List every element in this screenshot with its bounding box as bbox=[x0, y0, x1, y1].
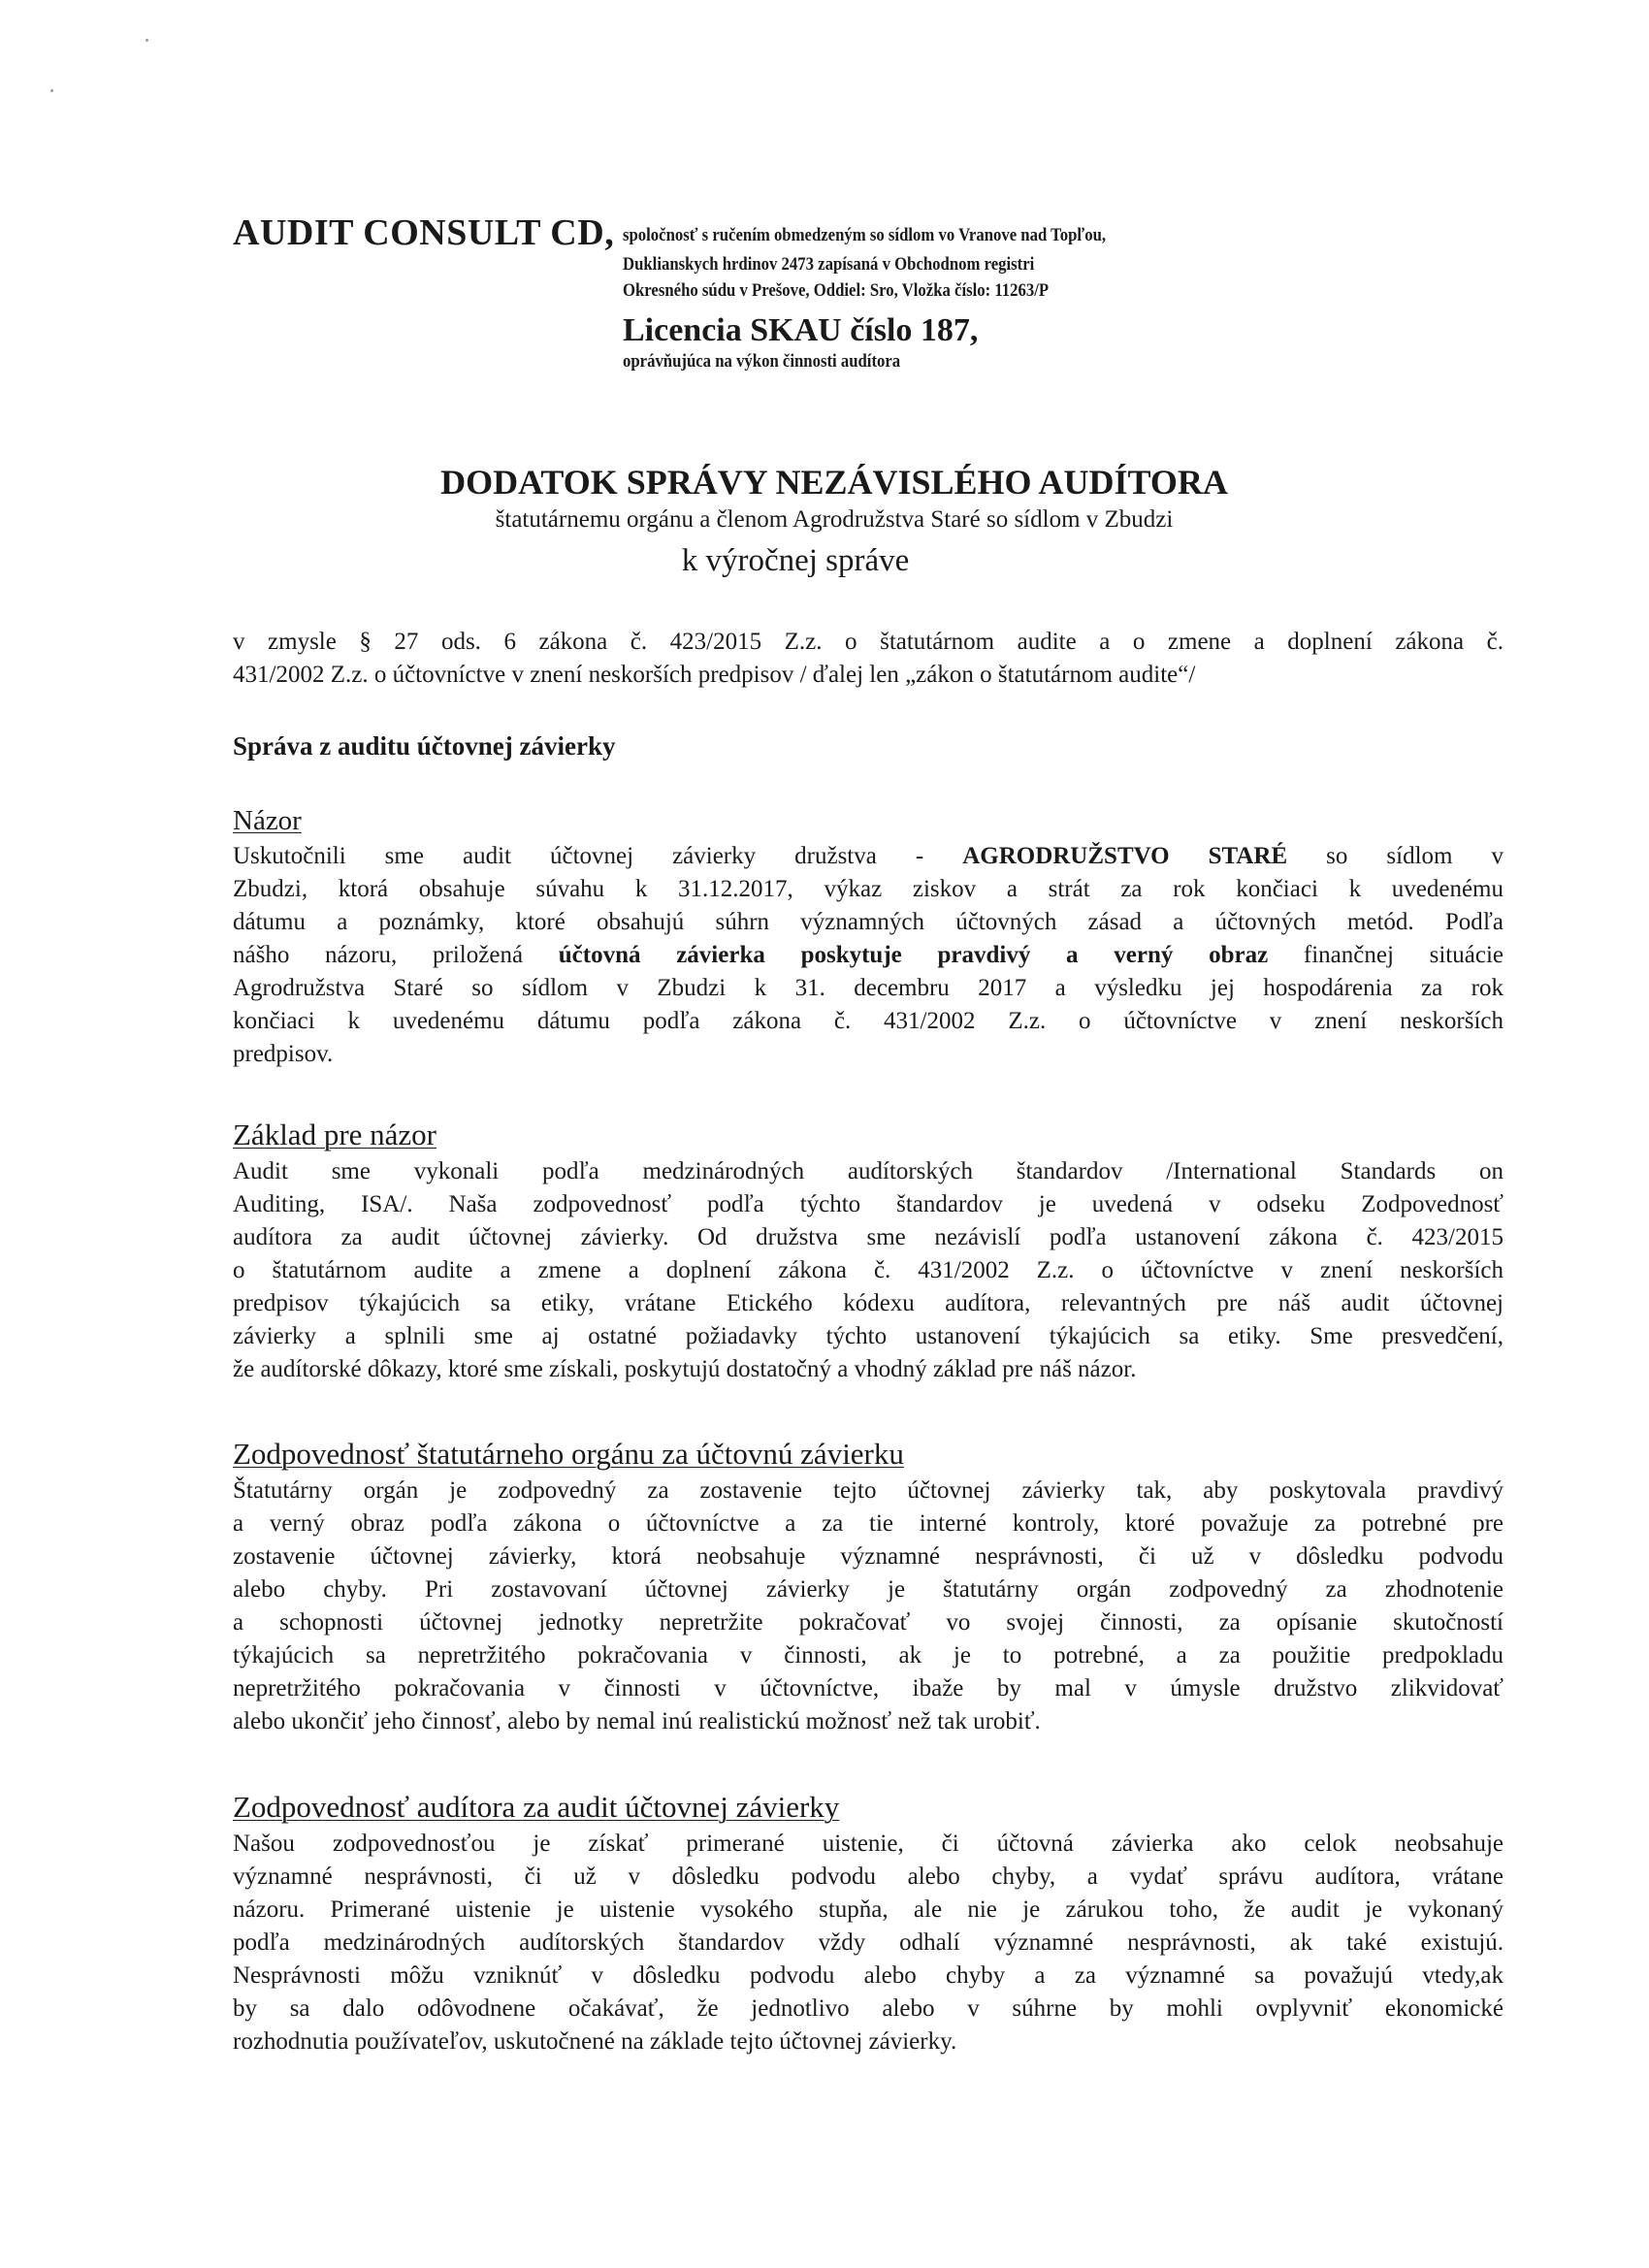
text-run: by sa dalo odôvodnene očakávať, že jednotlivo alebo v súhrne by mohli ovplyvniť ekonomické bbox=[233, 1995, 1504, 2022]
text-line bbox=[233, 1606, 1504, 1639]
text-run: finančnej situácie bbox=[1268, 942, 1504, 968]
text-line bbox=[233, 1254, 1504, 1287]
section-heading-basis: Základ pre názor bbox=[233, 1118, 436, 1151]
text-run: Nesprávnosti môžu vzniknúť v dôsledku podvodu alebo chyby a za významné sa považujú vtedy,ak bbox=[233, 1962, 1504, 1989]
text-line bbox=[233, 1155, 1504, 1188]
text-run: predpisov. bbox=[233, 1041, 334, 1067]
document-title: DODATOK SPRÁVY NEZÁVISLÉHO AUDÍTORA bbox=[440, 463, 1228, 502]
text-run: v zmysle § 27 ods. 6 zákona č. 423/2015 Z.z. o štatutárnom audite a o zmene a doplnení zákona č. bbox=[233, 629, 1504, 655]
text-run: Štatutárny orgán je zodpovedný za zostavenie tejto účtovnej závierky tak, aby poskytovala pravdivý bbox=[233, 1477, 1504, 1504]
text-run: závierky a splnili sme aj ostatné požiadavky týchto ustanovení týkajúcich sa etiky. Sme presvedčení, bbox=[233, 1323, 1504, 1349]
company-info-line: Duklianskych hrdinov 2473 zapísaná v Obchodnom registri bbox=[623, 254, 1035, 275]
text-run: rozhodnutia používateľov, uskutočnené na základe tejto účtovnej závierky. bbox=[233, 2028, 957, 2055]
text-line bbox=[233, 1894, 1504, 1927]
text-line bbox=[233, 1287, 1504, 1320]
text-line bbox=[233, 1474, 1504, 1507]
legal-basis bbox=[233, 626, 1504, 692]
text-line bbox=[233, 1507, 1504, 1540]
addressee: štatutárnemu orgánu a členom Agrodružstva Staré so sídlom v Zbudzi bbox=[495, 506, 1174, 533]
text-line bbox=[233, 1221, 1504, 1254]
text-line bbox=[233, 1672, 1504, 1705]
text-run: Agrodružstva Staré so sídlom v Zbudzi k 31. decembru 2017 a výsledku jej hospodárenia za rok bbox=[233, 975, 1504, 1001]
text-run: názoru. Primerané uistenie je uistenie vysokého stupňa, ale nie je zárukou toho, že audit je vykonaný bbox=[233, 1896, 1504, 1923]
text-run: zostavenie účtovnej závierky, ktorá neobsahuje významné nesprávnosti, či už v dôsledku podvodu bbox=[233, 1543, 1504, 1570]
scan-speck bbox=[146, 39, 148, 42]
text-line bbox=[233, 1639, 1504, 1672]
text-line bbox=[233, 972, 1504, 1005]
text-run: alebo chyby. Pri zostavovaní účtovnej závierky je štatutárny orgán zodpovedný za zhodnotenie bbox=[233, 1576, 1504, 1603]
text-line bbox=[233, 1828, 1504, 1861]
license-number: Licencia SKAU číslo 187, bbox=[623, 312, 979, 348]
text-line bbox=[233, 1005, 1504, 1038]
text-line bbox=[233, 1353, 1504, 1386]
license-note: oprávňujúca na výkon činnosti audítora bbox=[623, 351, 901, 372]
text-line bbox=[233, 1861, 1504, 1894]
text-line bbox=[233, 626, 1504, 659]
text-run: Zbudzi, ktorá obsahuje súvahu k 31.12.2017, výkaz ziskov a strát za rok končiaci k uvedenému bbox=[233, 876, 1504, 902]
text-run: nášho názoru, priložená bbox=[233, 942, 559, 968]
company-info-line: Okresného súdu v Prešove, Oddiel: Sro, Vložka číslo: 11263/P bbox=[623, 280, 1050, 301]
text-run: Našou zodpovednosťou je získať primerané uistenie, či účtovná závierka ako celok neobsahuje bbox=[233, 1831, 1504, 1857]
document-subject: k výročnej správe bbox=[681, 543, 910, 578]
text-run: a schopnosti účtovnej jednotky nepretržite pokračovať vo svojej činnosti, za opísanie skutočností bbox=[233, 1609, 1504, 1636]
section-auditor-responsibility-text bbox=[233, 1828, 1504, 2058]
text-line bbox=[233, 1038, 1504, 1071]
text-line bbox=[233, 1540, 1504, 1573]
section-opinion-text bbox=[233, 840, 1504, 1071]
section-heading-management-responsibility: Zodpovednosť štatutárneho orgánu za účtovnú závierku bbox=[233, 1437, 904, 1471]
report-heading: Správa z auditu účtovnej závierky bbox=[233, 731, 616, 761]
text-run: o štatutárnom audite a zmene a doplnení zákona č. 431/2002 Z.z. o účtovníctve v znení neskorších bbox=[233, 1257, 1504, 1283]
text-line bbox=[233, 1993, 1504, 2025]
text-run: nepretržitého pokračovania v činnosti v účtovníctve, ibaže by mal v úmysle družstvo zlikvidovať bbox=[233, 1675, 1504, 1701]
text-run: týkajúcich sa nepretržitého pokračovania v činnosti, ak je to potrebné, a za použitie predpokladu bbox=[233, 1642, 1504, 1669]
text-run: Auditing, ISA/. Naša zodpovednosť podľa týchto štandardov je uvedená v odseku Zodpovednosť bbox=[233, 1191, 1504, 1217]
text-line bbox=[233, 659, 1504, 692]
text-run: že audítorské dôkazy, ktoré sme získali, poskytujú dostatočný a vhodný základ pre náš názor. bbox=[233, 1356, 1137, 1382]
text-run: alebo ukončiť jeho činnosť, alebo by nemal inú realistickú možnosť než tak urobiť. bbox=[233, 1708, 1041, 1734]
text-run: významné nesprávnosti, či už v dôsledku podvodu alebo chyby, a vydať správu audítora, vrátane bbox=[233, 1863, 1504, 1890]
section-management-responsibility-text bbox=[233, 1474, 1504, 1738]
text-line bbox=[233, 1927, 1504, 1960]
company-info-line: spoločnosť s ručením obmedzeným so sídlom vo Vranove nad Topľou, bbox=[623, 225, 1107, 245]
text-run: končiaci k uvedenému dátumu podľa zákona č. 431/2002 Z.z. o účtovníctve v znení neskorších bbox=[233, 1008, 1504, 1034]
bold-text: AGRODRUŽSTVO STARÉ bbox=[962, 843, 1288, 869]
bold-text: účtovná závierka poskytuje pravdivý a verný obraz bbox=[558, 942, 1269, 968]
section-heading-opinion: Názor bbox=[233, 805, 302, 836]
text-run: audítora za audit účtovnej závierky. Od družstva sme nezávislí podľa ustanovení zákona č. 423/2015 bbox=[233, 1224, 1504, 1250]
text-line bbox=[233, 1573, 1504, 1606]
text-line bbox=[233, 1320, 1504, 1353]
text-run: so sídlom v bbox=[1287, 843, 1504, 869]
text-run: predpisov týkajúcich sa etiky, vrátane Etického kódexu audítora, relevantných pre náš audit účtovnej bbox=[233, 1290, 1504, 1316]
scan-speck bbox=[50, 89, 53, 92]
text-line bbox=[233, 906, 1504, 939]
text-line bbox=[233, 1960, 1504, 1993]
text-line bbox=[233, 873, 1504, 906]
company-name: AUDIT CONSULT CD, bbox=[233, 212, 615, 253]
text-run: Uskutočnili sme audit účtovnej závierky družstva - bbox=[233, 843, 963, 869]
section-heading-auditor-responsibility: Zodpovednosť audítora za audit účtovnej závierky bbox=[233, 1790, 840, 1824]
text-run: a verný obraz podľa zákona o účtovníctve a za tie interné kontroly, ktoré považuje za potrebné pre bbox=[233, 1510, 1504, 1537]
section-basis-text bbox=[233, 1155, 1504, 1386]
text-run: dátumu a poznámky, ktoré obsahujú súhrn významných účtovných zásad a účtovných metód. Podľa bbox=[233, 909, 1504, 935]
text-line bbox=[233, 1188, 1504, 1221]
text-line bbox=[233, 840, 1504, 873]
text-line bbox=[233, 939, 1504, 972]
text-line bbox=[233, 1705, 1504, 1738]
text-run: podľa medzinárodných audítorských štandardov vždy odhalí významné nesprávnosti, ak také existujú. bbox=[233, 1929, 1504, 1956]
text-run: Audit sme vykonali podľa medzinárodných audítorských štandardov /International Standards on bbox=[233, 1158, 1504, 1184]
text-line bbox=[233, 2025, 1504, 2058]
text-run: 431/2002 Z.z. o účtovníctve v znení neskorších predpisov / ďalej len „zákon o štatutárnom audite“/ bbox=[233, 662, 1196, 688]
